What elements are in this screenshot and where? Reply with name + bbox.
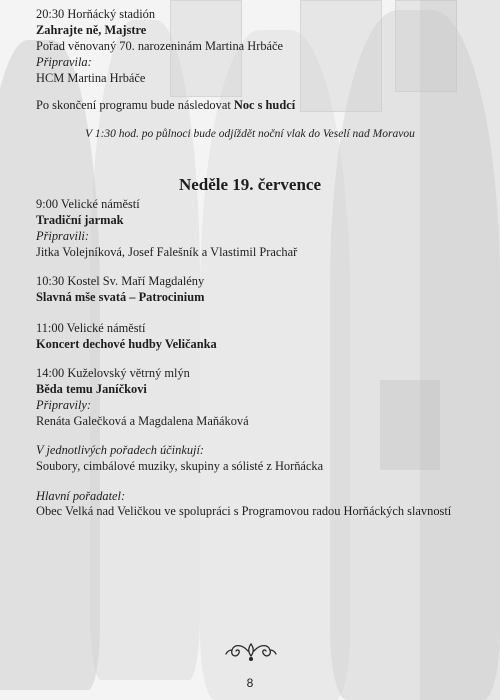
event-time-place: 11:00 Velické náměstí xyxy=(36,321,146,335)
evening-title: Zahrajte ně, Majstre xyxy=(36,23,147,37)
event-title: Běda temu Janíčkovi xyxy=(36,382,147,396)
event-title: Koncert dechové hudby Veličanka xyxy=(36,337,217,351)
organizer-text: Obec Velká nad Veličkou ve spolupráci s Programovou radou Horňáckých slavností xyxy=(36,504,452,518)
event-time-place: 14:00 Kuželovský větrný mlýn xyxy=(36,366,190,380)
after-program-highlight: Noc s hudcí xyxy=(233,98,296,112)
evening-time-place: 20:30 Horňácký stadión xyxy=(36,7,156,21)
organizer-label: Hlavní pořadatel: xyxy=(36,489,126,503)
scroll-ornament-icon xyxy=(224,640,278,662)
train-note: V 1:30 hod. po půlnoci bude odjíždět noční vlak do Veselí nad Moravou xyxy=(85,128,415,140)
event-prepared-by: Jitka Volejníková, Josef Falešník a Vlastimil Prachař xyxy=(36,245,298,259)
performers-text: Soubory, cimbálové muziky, skupiny a sólisté z Horňácka xyxy=(36,459,324,473)
evening-prepared-label: Připravila: xyxy=(36,55,92,69)
event-prepared-label: Připravili: xyxy=(36,229,89,243)
sunday-heading: Neděle 19. července xyxy=(178,175,322,194)
evening-prepared-by: HCM Martina Hrbáče xyxy=(36,71,146,85)
event-title: Slavná mše svatá – Patrocinium xyxy=(36,290,205,304)
event-prepared-by: Renáta Galečková a Magdalena Maňáková xyxy=(36,414,249,428)
after-program-text: Po skončení programu bude následovat xyxy=(36,98,234,112)
event-time-place: 9:00 Velické náměstí xyxy=(36,197,140,211)
page-number: 8 xyxy=(246,676,254,690)
performers-label: V jednotlivých pořadech účinkují: xyxy=(36,443,205,457)
event-prepared-label: Připravily: xyxy=(36,398,92,412)
event-time-place: 10:30 Kostel Sv. Maří Magdalény xyxy=(36,274,205,288)
after-program-line xyxy=(36,97,295,113)
evening-description: Pořad věnovaný 70. narozeninám Martina Hrbáče xyxy=(36,39,284,53)
event-title: Tradiční jarmak xyxy=(36,213,124,227)
